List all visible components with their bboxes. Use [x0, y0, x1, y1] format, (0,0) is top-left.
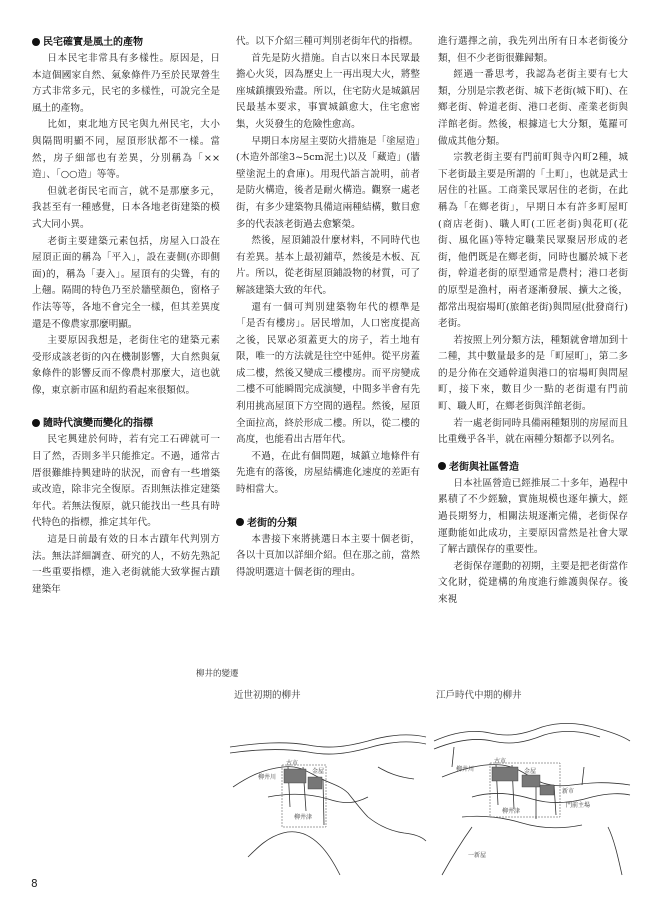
- map-caption-mid: 江戶時代中期的柳井: [436, 690, 522, 701]
- map-mid-edo-yanai: [432, 707, 632, 877]
- map-label: 一新屋: [468, 852, 487, 859]
- bullet-dot-icon: [32, 38, 40, 46]
- map-label: 柳井津: [502, 808, 521, 815]
- map-label: 柳井津: [294, 814, 313, 821]
- bullet-dot-icon: [438, 462, 446, 470]
- paragraph: 經過一番思考，我認為老街主要有七大類，分別是宗教老街、城下老街(城下町)、在鄉老街、幹道老街、港口老街、產業老街與洋館老街。然後，根據這七大分類，蒐羅可做成其他分類。: [438, 69, 628, 147]
- paragraph: 進行選擇之前，我先列出所有日本老街後分類，但不少老街很難歸類。: [438, 36, 628, 64]
- text-column-2: [236, 34, 420, 581]
- paragraph: 這是日前最有效的日本古蹟年代判別方法。無法詳細調查、研究的人，不妨先熟記一些重要指標，進入老街就能大致掌握古蹟建築年: [32, 534, 220, 595]
- text-column-1: [32, 34, 220, 598]
- paragraph: 若一處老街同時具備兩種類別的房屋而且比重幾乎各半，就在兩種分類都予以列名。: [438, 417, 628, 446]
- paragraph: 比如，東北地方民宅與九州民宅，大小與隔間明顯不同，屋頂形狀都不一樣。當然，房子細部也有差異，分別稱為「××造」、「○○造」等等。: [32, 119, 220, 181]
- bullet-dot-icon: [32, 419, 40, 427]
- paragraph: 老街主要建築元素包括，房屋入口設在屋頂正面的稱為「平入」，設在妻側(亦即側面)的，稱為「妻入」。屋頂有的尖聳，有的上翹。隔間的特色乃至於牆壁顏色，窗格子作法等等，各地不會完全一樣，但其差異度還是不像農家那麼明顯。: [32, 235, 220, 330]
- paragraph: 不過，在此有個問題，城鎮立地條件有先進有的落後，房屋結構進化速度的差距有時相當大。: [236, 450, 420, 496]
- paragraph: 本書接下來將挑選日本主要十個老街，各以十頁加以詳細介紹。但在那之前，當然得說明選這十個老街的理由。: [236, 533, 420, 578]
- map-figure: [196, 667, 628, 882]
- paragraph: 宗教老街主要有門前町與寺內町2種，城下老街最主要是所謂的「土町」，也就是武士居住的社區。工商業民眾居住的老街，在此稱為「在鄉老街」，早期日本有許多町屋町(商店老街)、職人町(工匠老街)與花町(花街、風化區)等特定職業民眾聚居形成的老街，他們既是在鄉老街，同時也屬於城下老街，幹道老街的原型通常是農村；港口老街的原型是漁村，兩者逐漸發展、擴大之後，都常出現宿場町(旅館老街)與問屋(批發商行)老街。: [438, 152, 628, 330]
- section-heading-3: 老街的分類: [236, 515, 420, 532]
- figure-title: 柳井的變遷: [196, 669, 239, 679]
- map-label: 新市: [562, 788, 575, 795]
- map-label: 柳井川: [258, 774, 277, 781]
- paragraph: 日本社區營造已經推展二十多年，過程中累積了不少經驗，實施規模也逐年擴大，經過長期努力，相關法規逐漸完備，老街保存運動能如此成功，主要原因當然是社會大眾了解古蹟保存的重要性。: [438, 477, 628, 556]
- map-caption-early: 近世初期的柳井: [234, 690, 301, 701]
- section-heading-1: 民宅確實是風土的產物: [32, 34, 220, 51]
- text-column-3: [438, 34, 628, 609]
- map-label: 古市: [494, 758, 507, 765]
- paragraph: 老街保存運動的初期，主要是把老街當作文化財，從建構的角度進行維護與保存。後來視: [438, 560, 628, 605]
- paragraph: 首先是防火措施。自古以來日本民眾最擔心火災，因為歷史上一再出現大火，將整座城鎮攘毀殆盡。所以，住宅防火是城鎮居民最基本要求，事實城鎮愈大，住宅愈密集，火災發生的危險性愈高。: [236, 52, 420, 130]
- bullet-dot-icon: [236, 518, 244, 526]
- map-label: 金屋: [312, 768, 325, 775]
- map-label: 金屋: [524, 768, 537, 775]
- paragraph: 若按照上列分類方法，種類就會增加到十二種，其中數量最多的是「町屋町」，第二多的是分佈在交通幹道與港口的宿場町與問屋町，接下來，數目少一點的老街還有門前町、職人町，在鄉老街與洋館老街。: [438, 334, 628, 413]
- section-heading-2: 隨時代演變而變化的指標: [32, 415, 220, 432]
- paragraph: 日本民宅非常具有多樣性。原因是，日本這個國家自然、氣象條件乃至於民眾營生方式非常多元，民宅的多樣性，可說完全是風土的產物。: [32, 53, 220, 114]
- map-early-yanai: [228, 707, 428, 877]
- paragraph: 早期日本房屋主要防火措施是「塗屋造」(木造外部塗3~5cm泥土)以及「藏造」(牆壁塗泥土的倉庫)。用現代語言說明，前者是防火構造，後者是耐火構造。觀察一處老街，有多少建築物具備這兩種結構，數目愈多的代表該老街過去愈繁榮。: [236, 135, 420, 230]
- map-label: 門前主場: [566, 802, 591, 809]
- map-label: 柳井川: [456, 766, 475, 773]
- map-label: 古市: [286, 760, 299, 767]
- paragraph: 代。以下介紹三種可判別老街年代的指標。: [236, 36, 419, 47]
- paragraph: 民宅興建於何時，若有完工石碑就可一目了然，否則多半只能推定。不過，通常古厝很難維持興建時的狀況，而會有一些增築或改造，除非完全復原。否則無法推定建築年代。若無法復原，就只能找出一些具有時代特色的指標，推定其年代。: [32, 434, 220, 529]
- paragraph: 主要原因我想是，老街住宅的建築元素受形成該老街的內在機制影響，大自然與氣象條件的影響反而不像農村那麼大，這也就像，東京新市區和紐約看起來很類似。: [32, 335, 220, 396]
- section-heading-4: 老街與社區營造: [438, 459, 628, 476]
- page-number: 8: [31, 878, 38, 890]
- paragraph: 但就老街民宅而言，就不是那麼多元，我甚至有一種感覺，日本各地老街建築的模式大同小異。: [32, 185, 220, 230]
- paragraph: 還有一個可判別建築物年代的標準是「是否有樓房」。居民增加，人口密度提高之後，民眾必須蓋更大的房子，若土地有限，唯一的方法就是往空中延伸。從平房蓋成二樓，然後又變成三樓樓房。而平房變成二樓不可能瞬間完成演變，中間多半會有先利用挑高屋頂下方空間的過程。然後，屋頂全面拉高，終於形成二樓。所以，從二樓的高度，也能看出古厝年代。: [236, 301, 420, 446]
- paragraph: 然後，屋頂鋪設什麼材料，不同時代也有差異。基本上最初鋪草，然後是木板、瓦片。所以，從老街屋頂鋪設物的材質，可了解該建築大致的年代。: [236, 235, 420, 296]
